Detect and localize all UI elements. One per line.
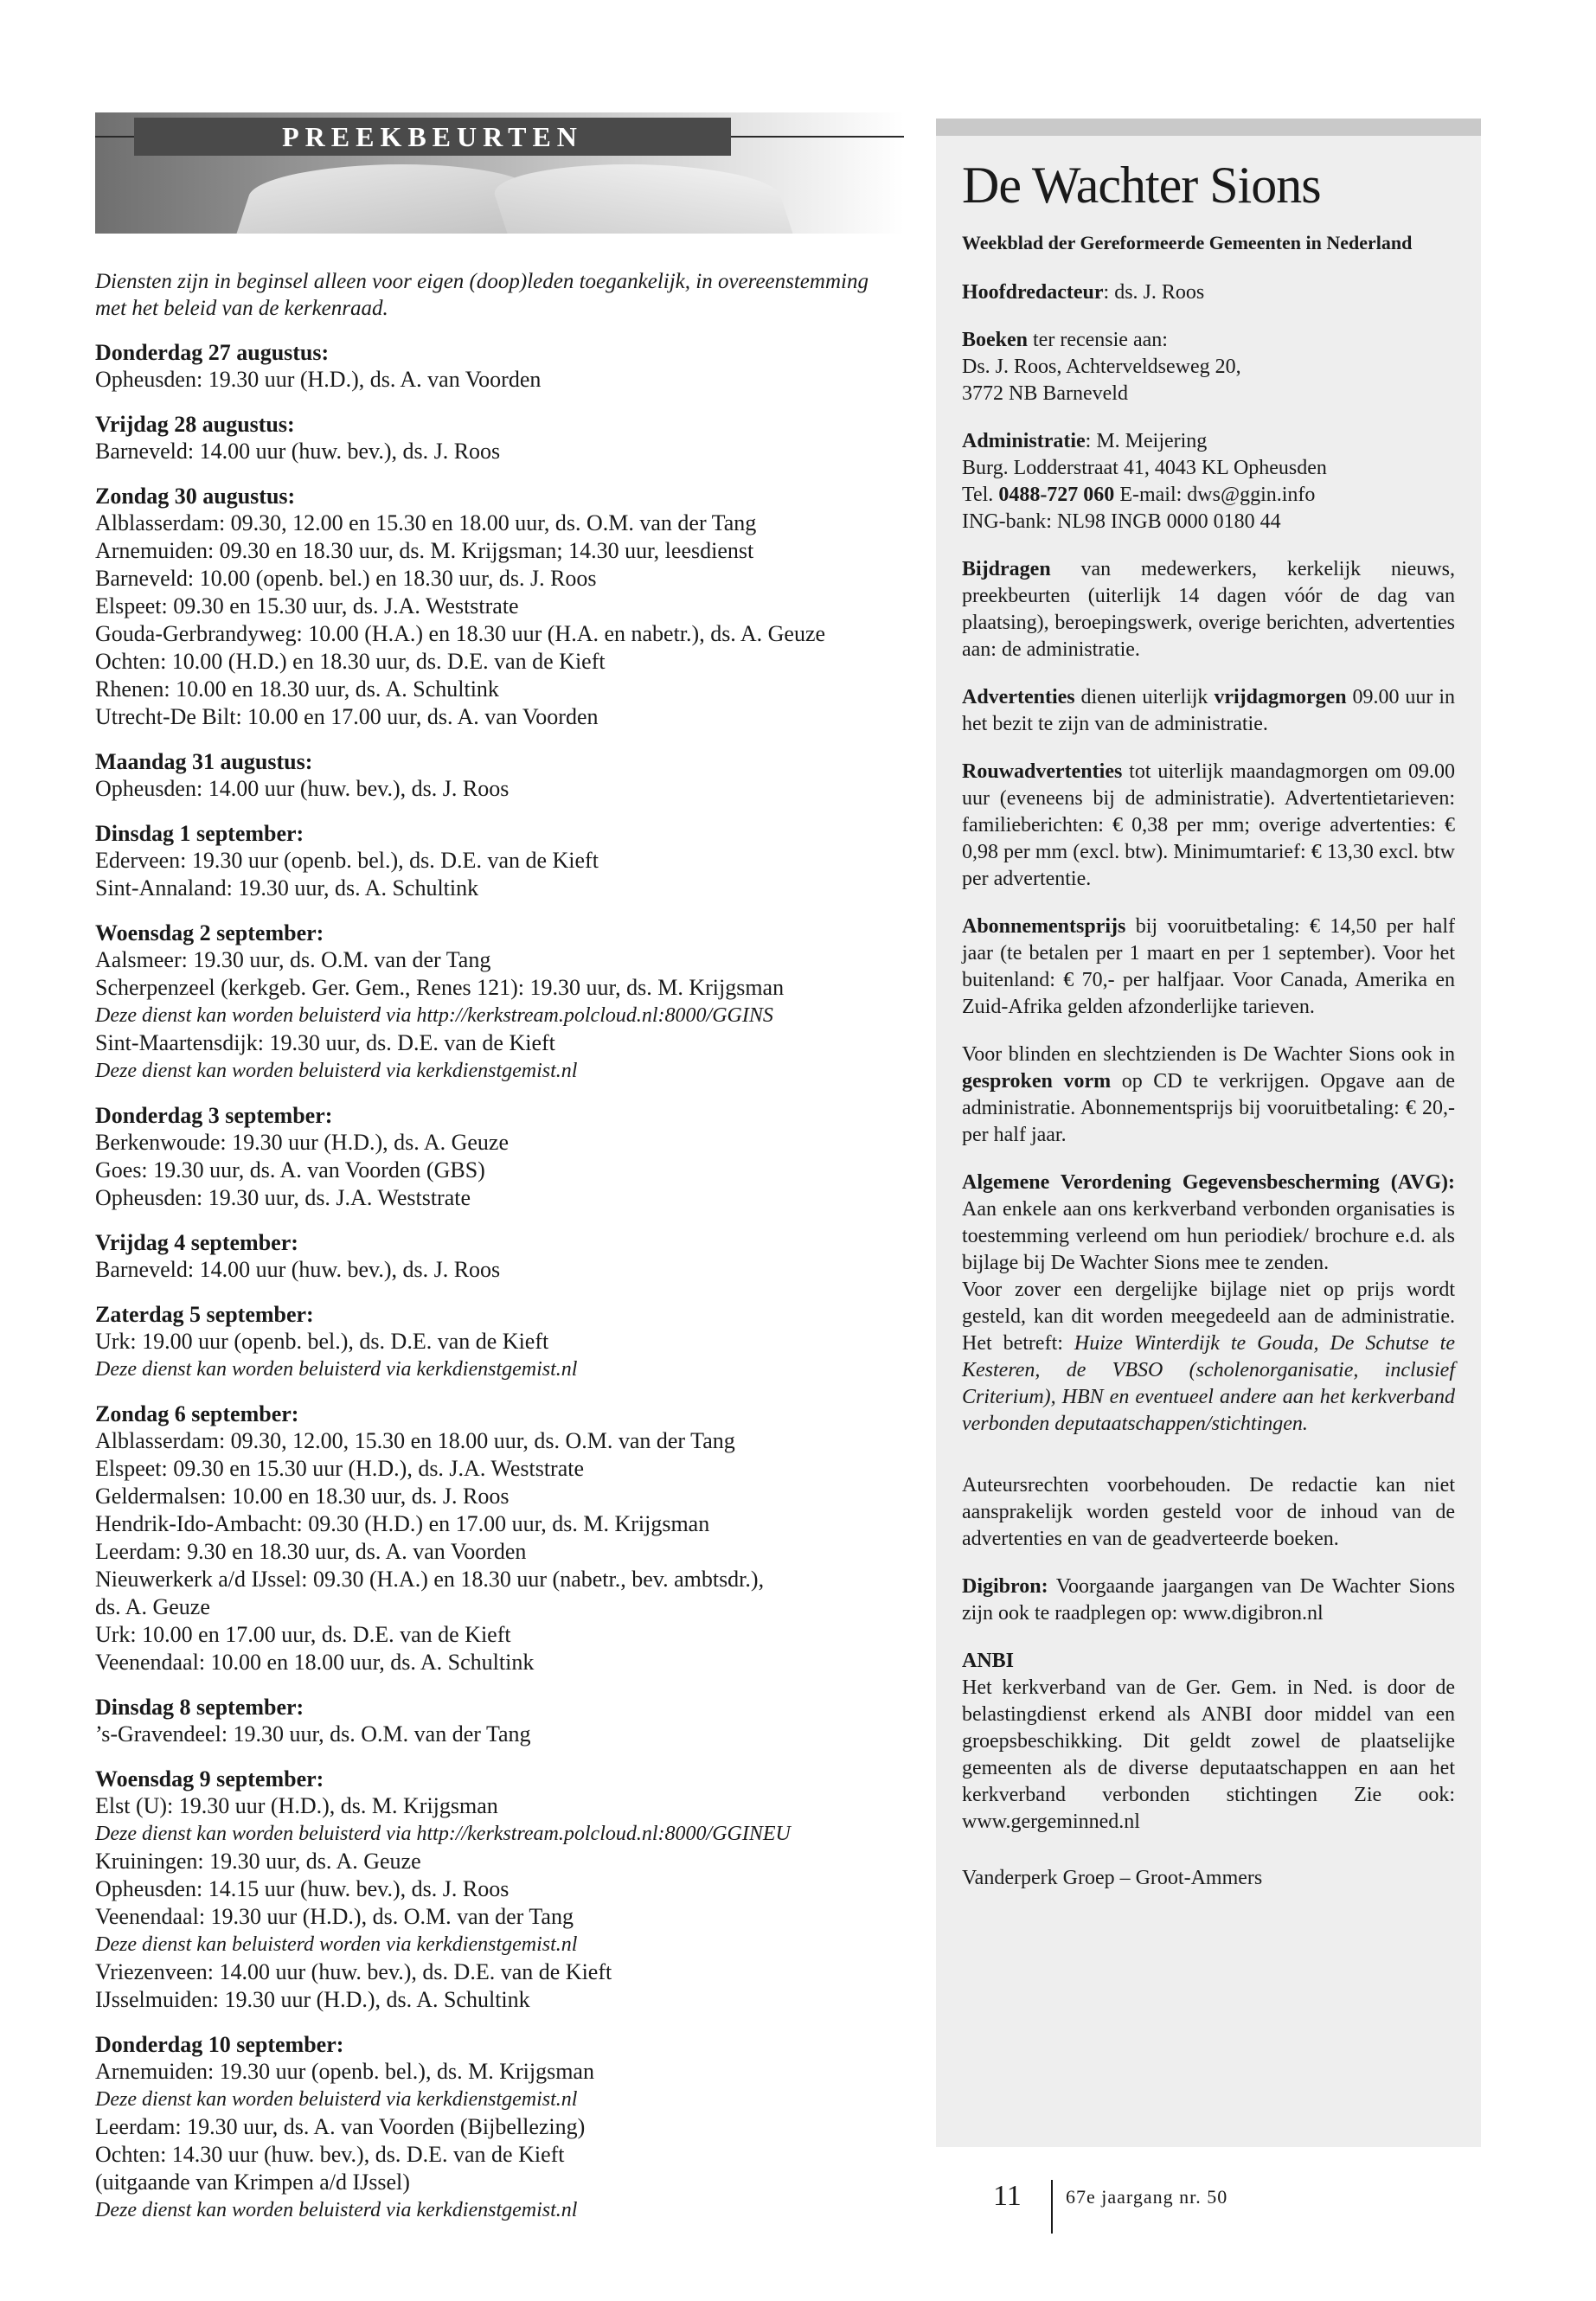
subscription-text: bij vooruitbetaling: € 14,50 per half jaar (te betalen per 1 maart en per 1 september). Voor het buitenland: € 70,- per halfjaar. Voor Canada, Amerika en Zuid-Afrika gelden afzonderlijke tarieven. bbox=[962, 915, 1455, 1018]
service-entry: Sint-Maartensdijk: 19.30 uur, ds. D.E. van de Kieft bbox=[95, 1030, 555, 1055]
books-address-2: 3772 NB Barneveld bbox=[962, 382, 1128, 405]
tel-prefix: Tel. bbox=[962, 484, 999, 506]
printer-credit: Vanderperk Groep – Groot-Ammers bbox=[962, 1867, 1263, 1889]
advertisements-block bbox=[962, 684, 1455, 738]
service-entry: Opheusden: 14.15 uur (huw. bev.), ds. J. Roos bbox=[95, 1876, 510, 1901]
day-heading: Maandag 31 augustus: bbox=[95, 749, 313, 774]
privacy-text-2 bbox=[962, 1277, 1455, 1438]
bank-account: ING-bank: NL98 INGB 0000 0180 44 bbox=[962, 510, 1281, 533]
privacy-block bbox=[962, 1170, 1455, 1438]
privacy-organisations: Huize Winterdijk te Gouda, De Schutse te Kesteren, de VBSO (scholenorganisatie, inclusief Criterium), HBN en eventueel andere aan het kerkverband verbonden deputaatschappen/stichtingen. bbox=[962, 1332, 1455, 1435]
day-heading: Woensdag 9 september: bbox=[95, 1766, 324, 1791]
books-label: Boeken bbox=[962, 329, 1029, 351]
anbi-text: Het kerkverband van de Ger. Gem. in Ned. is door de belastingdienst erkend als ANBI door middel van een groepsbeschikking. Dit geldt zowel de plaatselijke gemeenten als de diverse deputaatschappen en aan het kerkverband verbonden stichtingen Zie ook: www.gergeminned.nl bbox=[962, 1676, 1455, 1833]
day-heading: Donderdag 3 september: bbox=[95, 1103, 333, 1128]
service-entry: Kruiningen: 19.30 uur, ds. A. Geuze bbox=[95, 1849, 421, 1874]
service-entry: Veenendaal: 19.30 uur (H.D.), ds. O.M. van der Tang bbox=[95, 1904, 574, 1929]
phone-number: 0488-727 060 bbox=[998, 484, 1115, 506]
digibron-text: Voorgaande jaargangen van De Wachter Sions zijn ook te raadplegen op: www.digibron.nl bbox=[962, 1575, 1455, 1625]
schedule-day bbox=[95, 411, 904, 465]
service-entry: Elst (U): 19.30 uur (H.D.), ds. M. Krijgsman bbox=[95, 1793, 498, 1818]
service-entry: Opheusden: 19.30 uur, ds. J.A. Weststrate bbox=[95, 1185, 471, 1210]
audio-bold: gesproken vorm bbox=[962, 1070, 1112, 1093]
stream-note: Deze dienst kan beluisterd worden via kerkdienstgemist.nl bbox=[95, 1933, 578, 1956]
stream-note: Deze dienst kan worden beluisterd via kerkdienstgemist.nl bbox=[95, 1060, 578, 1082]
contributions-block bbox=[962, 556, 1455, 663]
mourning-ads-block bbox=[962, 759, 1455, 893]
stream-note: Deze dienst kan worden beluisterd via http://kerkstream.polcloud.nl:8000/GGINS bbox=[95, 1004, 773, 1027]
service-entry: Ochten: 10.00 (H.D.) en 18.30 uur, ds. D.E. van de Kieft bbox=[95, 649, 606, 674]
day-heading: Donderdag 10 september: bbox=[95, 2032, 344, 2057]
page-number: 11 bbox=[993, 2180, 1022, 2212]
service-entry: Leerdam: 19.30 uur, ds. A. van Voorden (Bijbellezing) bbox=[95, 2114, 586, 2139]
copyright-block: Auteursrechten voorbehouden. De redactie kan niet aansprakelijk worden gesteld voor de inhoud van de advertenties en van de geadverteerde boeken. bbox=[962, 1474, 1455, 1550]
service-entry: Alblasserdam: 09.30, 12.00, 15.30 en 18.00 uur, ds. O.M. van der Tang bbox=[95, 1428, 735, 1453]
advertisements-label: Advertenties bbox=[962, 686, 1075, 708]
day-heading: Dinsdag 1 september: bbox=[95, 821, 304, 846]
service-entry: Gouda-Gerbrandyweg: 10.00 (H.A.) en 18.30 uur (H.A. en nabetr.), ds. A. Geuze bbox=[95, 621, 826, 646]
service-entry: Rhenen: 10.00 en 18.30 uur, ds. A. Schultink bbox=[95, 676, 499, 702]
administration-contact bbox=[962, 482, 1455, 509]
audio-text-1: Voor blinden en slechtzienden is De Wachter Sions ook in bbox=[962, 1043, 1455, 1066]
digibron-label: Digibron: bbox=[962, 1575, 1048, 1598]
editor-text: : ds. J. Roos bbox=[1103, 281, 1205, 304]
day-heading: Zondag 30 augustus: bbox=[95, 484, 296, 509]
service-entry: Barneveld: 14.00 uur (huw. bev.), ds. J. Roos bbox=[95, 1257, 501, 1282]
service-entry: Leerdam: 9.30 en 18.30 uur, ds. A. van Voorden bbox=[95, 1539, 527, 1564]
section-header-band bbox=[95, 112, 904, 234]
schedule-day bbox=[95, 1694, 904, 1748]
service-entry: Elspeet: 09.30 en 15.30 uur (H.D.), ds. J.A. Weststrate bbox=[95, 1456, 585, 1481]
service-entry: Alblasserdam: 09.30, 12.00 en 15.30 en 18.00 uur, ds. O.M. van der Tang bbox=[95, 510, 757, 535]
service-entry: Arnemuiden: 09.30 en 18.30 uur, ds. M. Krijgsman; 14.30 uur, leesdienst bbox=[95, 538, 754, 563]
schedule-day bbox=[95, 1102, 904, 1212]
privacy-text-2-body: Voor zover een dergelijke bijlage niet op prijs wordt gesteld, kan dit worden meegedeeld aan de administratie. Het betreft: bbox=[962, 1279, 1455, 1355]
audio-text-2: op CD te verkrijgen. Opgave aan de administratie. Abonnementsprijs bij vooruitbetaling: € 20,- per half jaar. bbox=[962, 1070, 1455, 1146]
service-entry: (uitgaande van Krimpen a/d IJssel) bbox=[95, 2170, 410, 2195]
contributions-label: Bijdragen bbox=[962, 558, 1051, 580]
intro-text: Diensten zijn in beginsel alleen voor eigen (doop)leden toegankelijk, in overeenstemming met het beleid van de kerkenraad. bbox=[95, 270, 869, 320]
service-entry: Urk: 10.00 en 17.00 uur, ds. D.E. van de Kieft bbox=[95, 1622, 511, 1647]
subscription-block bbox=[962, 913, 1455, 1021]
schedule-day bbox=[95, 483, 904, 731]
section-title: PREEKBEURTEN bbox=[134, 118, 731, 156]
service-entry: Opheusden: 14.00 uur (huw. bev.), ds. J. Roos bbox=[95, 776, 510, 801]
service-entry: Aalsmeer: 19.30 uur, ds. O.M. van der Tang bbox=[95, 947, 491, 972]
editor-label: Hoofdredacteur bbox=[962, 281, 1104, 304]
service-entry: Ochten: 14.30 uur (huw. bev.), ds. D.E. van de Kieft bbox=[95, 2142, 565, 2167]
service-entry: Geldermalsen: 10.00 en 18.30 uur, ds. J. Roos bbox=[95, 1484, 510, 1509]
schedule-day bbox=[95, 1229, 904, 1284]
day-heading: Zaterdag 5 september: bbox=[95, 1302, 314, 1327]
service-entry: Scherpenzeel (kerkgeb. Ger. Gem., Renes 121): 19.30 uur, ds. M. Krijgsman bbox=[95, 975, 785, 1000]
day-heading: Zondag 6 september: bbox=[95, 1401, 299, 1426]
service-entry: Barneveld: 10.00 (openb. bel.) en 18.30 uur, ds. J. Roos bbox=[95, 566, 597, 591]
privacy-label: Algemene Verordening Gegevensbescherming (AVG): bbox=[962, 1171, 1455, 1194]
anbi-label: ANBI bbox=[962, 1650, 1015, 1672]
service-entry: Ederveen: 19.30 uur (openb. bel.), ds. D.E. van de Kieft bbox=[95, 848, 599, 873]
service-entry: Elspeet: 09.30 en 15.30 uur, ds. J.A. Weststrate bbox=[95, 593, 519, 619]
stream-note: Deze dienst kan worden beluisterd via kerkdienstgemist.nl bbox=[95, 1358, 578, 1381]
audio-edition-block bbox=[962, 1042, 1455, 1149]
schedule-day bbox=[95, 1400, 904, 1676]
digibron-block bbox=[962, 1574, 1455, 1627]
day-heading: Vrijdag 28 augustus: bbox=[95, 412, 295, 437]
schedule-day bbox=[95, 1766, 904, 2014]
service-entry: Barneveld: 14.00 uur (huw. bev.), ds. J. Roos bbox=[95, 439, 501, 464]
service-entry: Goes: 19.30 uur, ds. A. van Voorden (GBS) bbox=[95, 1157, 485, 1183]
privacy-text: Aan enkele aan ons kerkverband verbonden organisaties is toestemming verleend om hun periodiek/ brochure e.d. als bijlage bij De Wachter Sions mee te zenden. bbox=[962, 1198, 1455, 1274]
advertisements-deadline: vrijdagmorgen bbox=[1214, 686, 1347, 708]
stream-note: Deze dienst kan worden beluisterd via kerkdienstgemist.nl bbox=[95, 2088, 578, 2111]
schedule-day bbox=[95, 920, 904, 1085]
schedule-day bbox=[95, 339, 904, 394]
books-address-1: Ds. J. Roos, Achterveldseweg 20, bbox=[962, 356, 1241, 378]
administration-text: : M. Meijering bbox=[1085, 430, 1208, 452]
service-entry: Berkenwoude: 19.30 uur (H.D.), ds. A. Geuze bbox=[95, 1130, 510, 1155]
issue-info: 67e jaargang nr. 50 bbox=[1066, 2186, 1228, 2208]
footer-divider bbox=[1051, 2180, 1053, 2234]
service-entry: Vriezenveen: 14.00 uur (huw. bev.), ds. D.E. van de Kieft bbox=[95, 1959, 612, 1984]
schedule-day bbox=[95, 1301, 904, 1383]
editor-block bbox=[962, 279, 1455, 306]
masthead-title: De Wachter Sions bbox=[962, 157, 1321, 214]
mourning-ads-text: tot uiterlijk maandagmorgen om 09.00 uur (eveneens bij de administratie). Advertentietarieven: familieberichten: € 0,38 per mm; overige advertenties: € 0,98 per mm (excl. btw). Minimumtarief: € 13,30 excl. btw per advertentie. bbox=[962, 760, 1455, 890]
administration-label: Administratie bbox=[962, 430, 1086, 452]
service-entry: Hendrik-Ido-Ambacht: 09.30 (H.D.) en 17.00 uur, ds. M. Krijgsman bbox=[95, 1511, 710, 1536]
service-entry: ’s-Gravendeel: 19.30 uur, ds. O.M. van der Tang bbox=[95, 1721, 531, 1747]
contributions-text: van medewerkers, kerkelijk nieuws, preekbeurten (uiterlijk 14 dagen vóór de dag van plaatsing), beroepingswerk, overige berichten, advertenties aan: de administratie. bbox=[962, 558, 1455, 661]
anbi-block bbox=[962, 1648, 1455, 1836]
schedule-day bbox=[95, 748, 904, 803]
subscription-label: Abonnementsprijs bbox=[962, 915, 1126, 938]
day-heading: Dinsdag 8 september: bbox=[95, 1695, 304, 1720]
service-entry: Sint-Annaland: 19.30 uur, ds. A. Schultink bbox=[95, 875, 479, 901]
service-entry: Arnemuiden: 19.30 uur (openb. bel.), ds. M. Krijgsman bbox=[95, 2059, 594, 2084]
schedule-day bbox=[95, 820, 904, 902]
email-text: E-mail: dws@ggin.info bbox=[1114, 484, 1316, 506]
stream-note: Deze dienst kan worden beluisterd via http://kerkstream.polcloud.nl:8000/GGINEU bbox=[95, 1823, 791, 1845]
masthead-subtitle: Weekblad der Gereformeerde Gemeenten in Nederland bbox=[962, 232, 1413, 253]
open-book-illustration-right bbox=[485, 164, 804, 234]
service-schedule bbox=[95, 339, 904, 2224]
service-entry: ds. A. Geuze bbox=[95, 1594, 210, 1619]
day-heading: Vrijdag 4 september: bbox=[95, 1230, 298, 1255]
service-entry: Veenendaal: 10.00 en 18.00 uur, ds. A. Schultink bbox=[95, 1650, 535, 1675]
colophon-column bbox=[936, 119, 1481, 2147]
service-entry: Utrecht-De Bilt: 10.00 en 17.00 uur, ds. A. van Voorden bbox=[95, 704, 599, 729]
service-entry: Nieuwerkerk a/d IJssel: 09.30 (H.A.) en 18.30 uur (nabetr., bev. ambtsdr.), bbox=[95, 1567, 765, 1592]
service-entry: Opheusden: 19.30 uur (H.D.), ds. A. van Voorden bbox=[95, 367, 542, 392]
books-text: ter recensie aan: bbox=[1028, 329, 1168, 351]
mourning-ads-label: Rouwadvertenties bbox=[962, 760, 1123, 783]
administration-address: Burg. Lodderstraat 41, 4043 KL Opheusden bbox=[962, 457, 1327, 479]
stream-note: Deze dienst kan worden beluisterd via kerkdienstgemist.nl bbox=[95, 2199, 578, 2221]
service-entry: IJsselmuiden: 19.30 uur (H.D.), ds. A. Schultink bbox=[95, 1987, 530, 2012]
day-heading: Donderdag 27 augustus: bbox=[95, 340, 330, 365]
day-heading: Woensdag 2 september: bbox=[95, 920, 324, 945]
advertisements-text-1: dienen uiterlijk bbox=[1074, 686, 1215, 708]
schedule-day bbox=[95, 2031, 904, 2224]
preekbeurten-column bbox=[95, 112, 904, 2224]
books-block bbox=[962, 327, 1455, 407]
administration-block bbox=[962, 428, 1455, 535]
advertisements-text-2: 09.00 uur in het bezit te zijn van de administratie. bbox=[962, 686, 1455, 735]
service-entry: Urk: 19.00 uur (openb. bel.), ds. D.E. van de Kieft bbox=[95, 1329, 549, 1354]
